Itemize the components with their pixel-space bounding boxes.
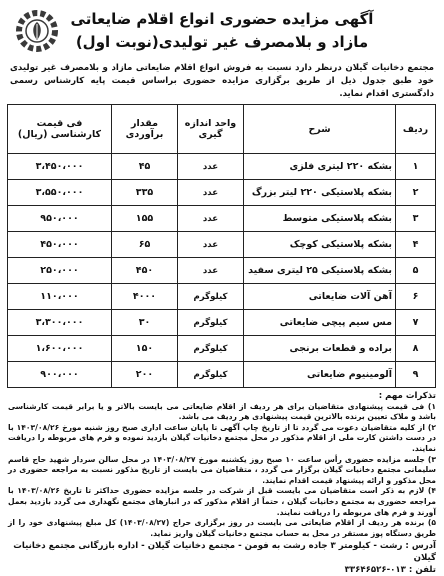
col-header-description: شرح: [244, 105, 396, 154]
row-number: ۵: [396, 258, 436, 284]
item-unit: عدد: [178, 154, 244, 180]
item-price: ۲۵۰،۰۰۰: [8, 258, 112, 284]
item-unit: عدد: [178, 180, 244, 206]
row-number: ۲: [396, 180, 436, 206]
note-item: ۴) لازم به ذکر است متقاضیان می بایست قبل از شرکت در جلسه مزایده حضوری حداکثر تا تاریخ ۱۴۰۳/۰۸/۲۶ با مراجعه حضوری به مجتمع دخانیات گیلان ، حتماً از اقلام مذکور که در انبارهای مجتمع نگهداری می گردد بازدید بعمل آورند و فرم های مربوطه را دریافت نمایند.: [8, 486, 436, 517]
row-number: ۶: [396, 284, 436, 310]
item-description: براده و قطعات برنجی: [244, 336, 396, 362]
col-header-unit: واحد اندازه گیری: [178, 105, 244, 154]
table-row: [8, 362, 436, 388]
item-quantity: ۶۵: [112, 232, 178, 258]
intro-paragraph: مجتمع دخانیات گیلان درنظر دارد نسبت به فروش انواع اقلام ضایعاتی مازاد و بلامصرف غیر تولیدی خود طبق جدول ذیل از طریق برگزاری مزایده حضوری براساس قیمت پایه کارشناس رسمی دادگستری اقدام نماید.: [10, 63, 434, 99]
table-header-row: [8, 105, 436, 154]
item-description: بشکه پلاستیکی متوسط: [244, 206, 396, 232]
table-row: [8, 310, 436, 336]
notice-title-line1: آگهی مزایده حضوری انواع اقلام ضایعاتی: [70, 10, 374, 28]
address-line: آدرس : رشت - کیلومتر ۳ جاده رشت به فومن - مجتمع دخانیات گیلان - اداره بازرگانی مجتمع دخانیات گیلان: [13, 541, 436, 564]
row-number: ۷: [396, 310, 436, 336]
item-description: آلومینیوم ضایعاتی: [244, 362, 396, 388]
notice-header: [8, 4, 436, 60]
contact-footer: [8, 540, 436, 576]
item-price: ۱۱۰،۰۰۰: [8, 284, 112, 310]
note-item: ۳) جلسه مزایده حضوری رأس ساعت ۱۰ صبح روز یکشنبه مورخ ۱۴۰۳/۰۸/۲۷ در محل سالن سردار شهید حاج قاسم سلیمانی مجتمع دخانیات گیلان برگزار می گردد ، متقاضیان می بایست از تاریخ مذکور نسبت به مراجعه حضوری در محل مذکور و ارائه پیشنهاد قیمت اقدام نمایند.: [8, 454, 436, 485]
row-number: ۸: [396, 336, 436, 362]
item-price: ۹۵۰،۰۰۰: [8, 206, 112, 232]
item-description: مس سیم پیچی ضایعاتی: [244, 310, 396, 336]
col-header-row-number: ردیف: [396, 105, 436, 154]
col-header-quantity: مقدار برآوردی: [112, 105, 178, 154]
table-row: [8, 284, 436, 310]
row-number: ۴: [396, 232, 436, 258]
item-description: بشکه پلاستیکی کوچک: [244, 232, 396, 258]
row-number: ۱: [396, 154, 436, 180]
table-row: [8, 206, 436, 232]
item-quantity: ۴۰۰۰: [112, 284, 178, 310]
item-unit: کیلوگرم: [178, 336, 244, 362]
col-header-price: فی قیمت کارشناسی (ریال): [8, 105, 112, 154]
item-quantity: ۲۰۰: [112, 362, 178, 388]
item-quantity: ۴۵: [112, 154, 178, 180]
item-unit: عدد: [178, 258, 244, 284]
row-number: ۳: [396, 206, 436, 232]
note-item: ۵) برنده هر ردیف از اقلام ضایعاتی می بایست در روز برگزاری حراج (۱۴۰۳/۰۸/۲۷) کل مبلغ پیشنهادی خود را از طریق دستگاه پوز مستقر در محل به حساب مجتمع دخانیات گیلان واریز نماید.: [8, 518, 436, 538]
item-price: ۱،۶۰۰،۰۰۰: [8, 336, 112, 362]
table-row: [8, 232, 436, 258]
item-price: ۹۰۰،۰۰۰: [8, 362, 112, 388]
row-number: ۹: [396, 362, 436, 388]
item-unit: عدد: [178, 232, 244, 258]
notes-heading: تذکرات مهم :: [378, 391, 436, 401]
item-price: ۳،۴۵۰،۰۰۰: [8, 154, 112, 180]
company-logo-icon: [12, 6, 62, 56]
item-price: ۳،۵۵۰،۰۰۰: [8, 180, 112, 206]
notice-title-line2: مازاد و بلامصرف غیر تولیدی(نوبت اول): [75, 33, 369, 51]
item-price: ۴۵۰،۰۰۰: [8, 232, 112, 258]
item-quantity: ۴۵۰: [112, 258, 178, 284]
items-table: [7, 104, 436, 388]
item-quantity: ۳۰: [112, 310, 178, 336]
table-row: [8, 336, 436, 362]
item-quantity: ۱۵۰: [112, 336, 178, 362]
item-unit: کیلوگرم: [178, 284, 244, 310]
table-row: [8, 258, 436, 284]
item-quantity: ۳۳۵: [112, 180, 178, 206]
item-description: آهن آلات ضایعاتی: [244, 284, 396, 310]
table-row: [8, 180, 436, 206]
table-row: [8, 154, 436, 180]
item-description: بشکه پلاستیکی ۲۲۰ لیتر بزرگ: [244, 180, 396, 206]
notes-section: [8, 391, 436, 539]
item-unit: کیلوگرم: [178, 310, 244, 336]
note-item: ۱) فی قیمت پیشنهادی متقاضیان برای هر ردیف از اقلام ضایعاتی می بایست بالاتر و یا برابر قیمت کارشناسی باشد و ملاک تعیین برنده بالاترین قیمت پیشنهادی هر ردیف می باشد.: [8, 401, 436, 422]
item-unit: کیلوگرم: [178, 362, 244, 388]
item-price: ۳،۳۰۰،۰۰۰: [8, 310, 112, 336]
item-description: بشکه پلاستیکی ۲۵ لیتری سفید: [244, 258, 396, 284]
item-description: بشکه ۲۲۰ لیتری فلزی: [244, 154, 396, 180]
phone-line: تلفن : ۰۱۳-۳۳۶۴۶۵۲۶: [344, 565, 436, 576]
note-item: ۲) از کلیه متقاضیان دعوت می گردد تا از تاریخ چاپ آگهی تا پایان ساعت اداری صبح روز شنبه مورخ ۱۴۰۳/۰۸/۲۶ با در دست داشتن کارت ملی از اقلام مذکور در محل مجتمع دخانیات گیلان بازدید نموده و فرم های مربوطه را دریافت نمایند.: [8, 422, 436, 453]
item-quantity: ۱۵۵: [112, 206, 178, 232]
item-unit: عدد: [178, 206, 244, 232]
